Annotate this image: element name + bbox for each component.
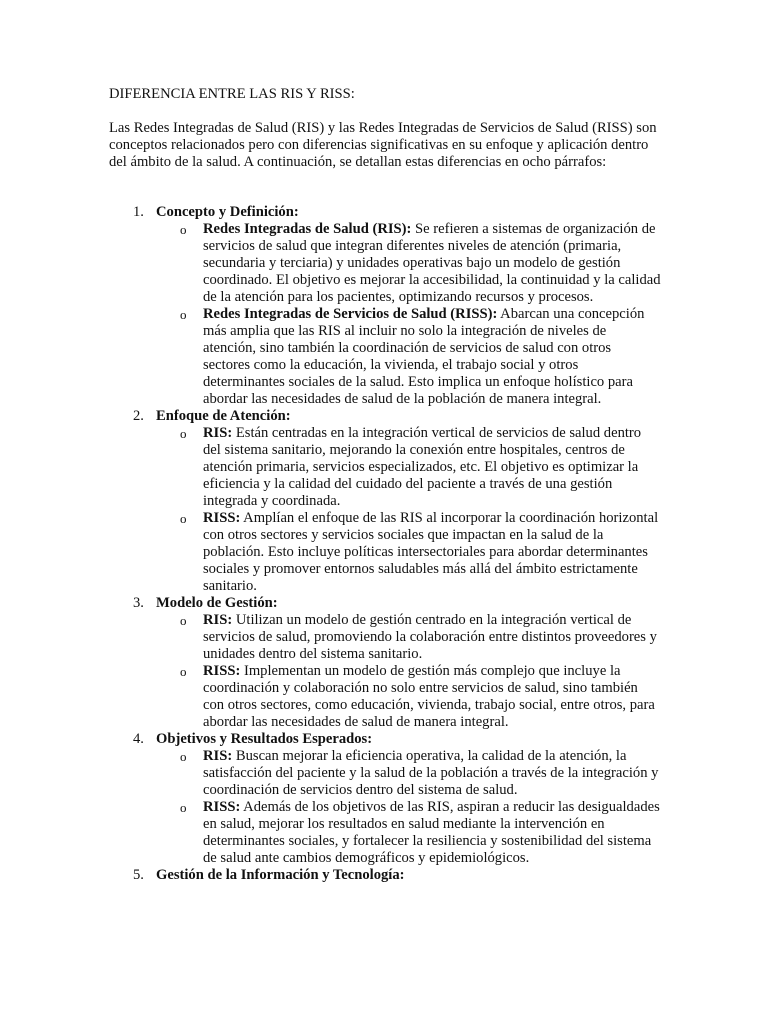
intro-paragraph: Las Redes Integradas de Salud (RIS) y las Redes Integradas de Servicios de Salud (RISS) son conceptos relacionados pero con diferencias significativas en su enfoque y aplicación dentro del ámbito de la salud. A continuación, se detallan estas diferencias en ocho párrafos: [109,120,657,170]
section-heading [109,204,669,221]
item-text: Utilizan un modelo de gestión centrado en la integración vertical de servicios de salud, promoviendo la colaboración entre distintos proveedores y unidades dentro del sistema sanitario. [203,612,657,662]
item-label: Redes Integradas de Salud (RIS): [203,221,412,237]
section-title: Gestión de la Información y Tecnología: [156,867,405,883]
section-enfoque [109,408,669,595]
item-label: Redes Integradas de Servicios de Salud (RISS): [203,306,498,322]
section-objetivos [109,731,669,867]
section-heading [109,595,669,612]
list-item [109,612,661,663]
section-number: 4. [133,731,144,747]
bullet-circle-icon: o [180,664,187,679]
item-text: Se refieren a sistemas de organización de servicios de salud que integran diferentes niveles de atención (primaria, secundaria y terciaria) y unidades operativas bajo un modelo de gestión coordinado. El objetivo es mejorar la accesibilidad, la continuidad y la calidad de la atención para los pacientes, optimizando recursos y procesos. [203,221,661,305]
section-gestion-informacion [109,867,669,884]
section-modelo [109,595,669,731]
document-title: DIFERENCIA ENTRE LAS RIS Y RISS: [109,86,355,102]
bullet-circle-icon: o [180,222,187,237]
bullet-circle-icon: o [180,307,187,322]
list-item [109,221,661,306]
item-text: Amplían el enfoque de las RIS al incorporar la coordinación horizontal con otros sectores y servicios sociales que impactan en la salud de la población. Esto incluye políticas intersectoriales para abordar determinantes sociales y promover entornos saludables más allá del ámbito estrictamente sanitario. [203,510,659,594]
list-item [109,799,661,867]
sections-list [109,204,669,884]
item-text: Buscan mejorar la eficiencia operativa, la calidad de la atención, la satisfacción del paciente y la salud de la población a través de la integración y coordinación de servicios dentro del sistema de salud. [203,748,659,798]
item-label: RIS: [203,425,233,441]
item-text: Abarcan una concepción más amplia que las RIS al incluir no solo la integración de niveles de atención, sino también la coordinación de servicios de salud con otros sectores como la educación, la vivienda, el trabajo social y otros determinantes sociales de la salud. Esto implica un enfoque holístico para abordar las necesidades de salud de la población de manera integral. [203,306,645,407]
bullet-circle-icon: o [180,426,187,441]
item-text: Están centradas en la integración vertical de servicios de salud dentro del sistema sanitario, mejorando la conexión entre hospitales, centros de atención primaria, servicios especializados, etc. El objetivo es optimizar la eficiencia y la calidad del cuidado del paciente a través de una gestión integrada y coordinada. [203,425,642,509]
list-item [109,306,661,408]
section-heading [109,731,669,748]
item-text: Implementan un modelo de gestión más complejo que incluye la coordinación y colaboración no solo entre servicios de salud, sino también con otros sectores, como educación, vivienda, trabajo social, entre otros, para abordar las necesidades de salud de manera integral. [203,663,655,730]
bullet-circle-icon: o [180,800,187,815]
section-heading [109,867,669,884]
list-item [109,425,661,510]
bullet-circle-icon: o [180,749,187,764]
section-title: Enfoque de Atención: [156,408,291,424]
section-heading [109,408,669,425]
section-title: Concepto y Definición: [156,204,299,220]
item-label: RISS: [203,510,241,526]
item-label: RIS: [203,612,233,628]
item-label: RISS: [203,663,241,679]
list-item [109,510,661,595]
list-item [109,663,661,731]
section-concepto [109,204,669,408]
section-items [109,612,669,731]
section-items [109,425,669,595]
item-label: RISS: [203,799,241,815]
section-items [109,748,669,867]
section-title: Modelo de Gestión: [156,595,278,611]
bullet-circle-icon: o [180,613,187,628]
section-number: 1. [133,204,144,220]
bullet-circle-icon: o [180,511,187,526]
section-items [109,221,669,408]
item-label: RIS: [203,748,233,764]
section-number: 5. [133,867,144,883]
section-number: 2. [133,408,144,424]
section-number: 3. [133,595,144,611]
section-title: Objetivos y Resultados Esperados: [156,731,373,747]
list-item [109,748,661,799]
item-text: Además de los objetivos de las RIS, aspiran a reducir las desigualdades en salud, mejorar los resultados en salud mediante la intervención en determinantes sociales, y fortalecer la resiliencia y sostenibilidad del sistema de salud ante cambios demográficos y epidemiológicos. [203,799,660,866]
